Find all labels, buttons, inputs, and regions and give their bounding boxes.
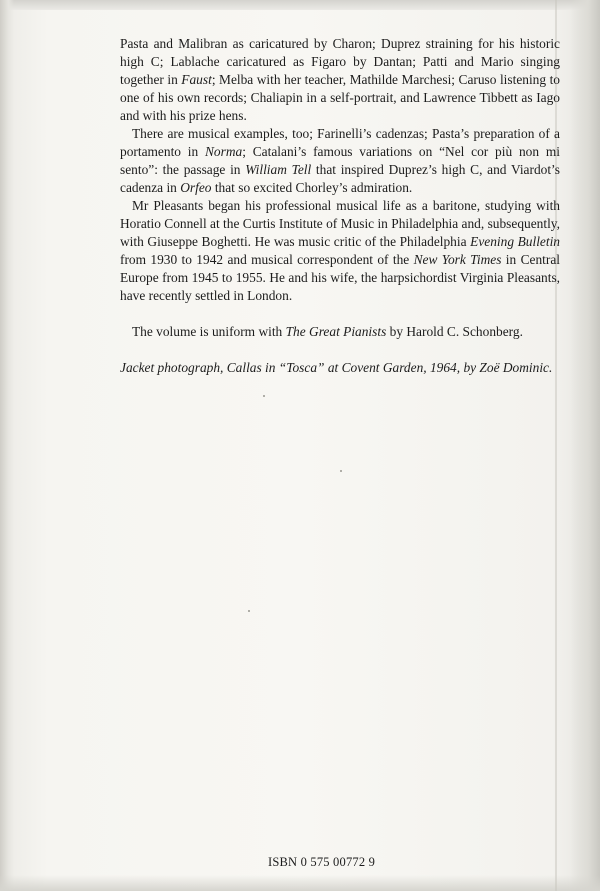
paper-speck: [340, 470, 342, 472]
uniform-note: [120, 323, 560, 341]
italic-title: Faust: [181, 72, 212, 87]
italic-title: New York Times: [413, 252, 502, 267]
text-segment: There are musical examples, too; Farinelli’s cadenzas; Pasta’s preparation of a portamento in: [120, 126, 560, 159]
paragraph: [120, 125, 560, 197]
italic-title: Orfeo: [180, 180, 212, 195]
jacket-photo-credit: Jacket photograph, Callas in “Tosca” at Covent Garden, 1964, by Zoë Dominic.: [120, 360, 553, 375]
jacket-top-edge: [0, 0, 600, 10]
text-segment: that so excited Chorley’s admiration.: [211, 180, 413, 195]
italic-title: William Tell: [245, 162, 312, 177]
paragraph: [120, 197, 560, 305]
text-segment: ; Melba with her teacher, Mathilde Marchesi; Caruso listening to one of his own records; Chaliapin in a self-portrait, and Lawrence Tibbett as Iago and with his prize hens.: [120, 72, 560, 123]
text-segment: Mr Pleasants began his professional musical life as a baritone, studying with Horatio Connell at the Curtis Institute of Music in Philadelphia and, subsequently, with Giuseppe Boghetti. He was music critic of the Philadelphia: [120, 198, 560, 249]
italic-title: Norma: [205, 144, 243, 159]
paragraph: [120, 35, 560, 125]
paper-speck: [248, 610, 250, 612]
text-segment: from 1930 to 1942 and musical correspondent of the: [120, 252, 414, 267]
italic-title: Evening Bulletin: [470, 234, 560, 249]
jacket-left-edge: [0, 0, 14, 891]
paper-speck: [263, 395, 265, 397]
isbn-number: ISBN 0 575 00772 9: [268, 855, 376, 869]
uniform-note-after: by Harold C. Schonberg.: [386, 324, 523, 339]
uniform-note-title: The Great Pianists: [285, 324, 387, 339]
text-segment: in Central Europe from 1945 to 1955. He and his wife, the harpsichordist Virginia Pleasants, have recently settled in London.: [120, 252, 560, 303]
jacket-right-edge: [570, 0, 600, 891]
text-segment: that inspired Duprez’s high C, and Viardot’s cadenza in: [120, 162, 560, 195]
text-segment: Pasta and Malibran as caricatured by Charon; Duprez straining for his historic high C; Lablache caricatured as Figaro by Dantan; Patti and Mario singing together in: [120, 36, 560, 87]
text-segment: ; Catalani’s famous variations on “Nel cor più non mi sento”: the passage in: [120, 144, 560, 177]
jacket-bottom-edge: [0, 875, 600, 891]
blurb-text: [120, 35, 560, 377]
uniform-note-before: The volume is uniform with: [132, 324, 286, 339]
